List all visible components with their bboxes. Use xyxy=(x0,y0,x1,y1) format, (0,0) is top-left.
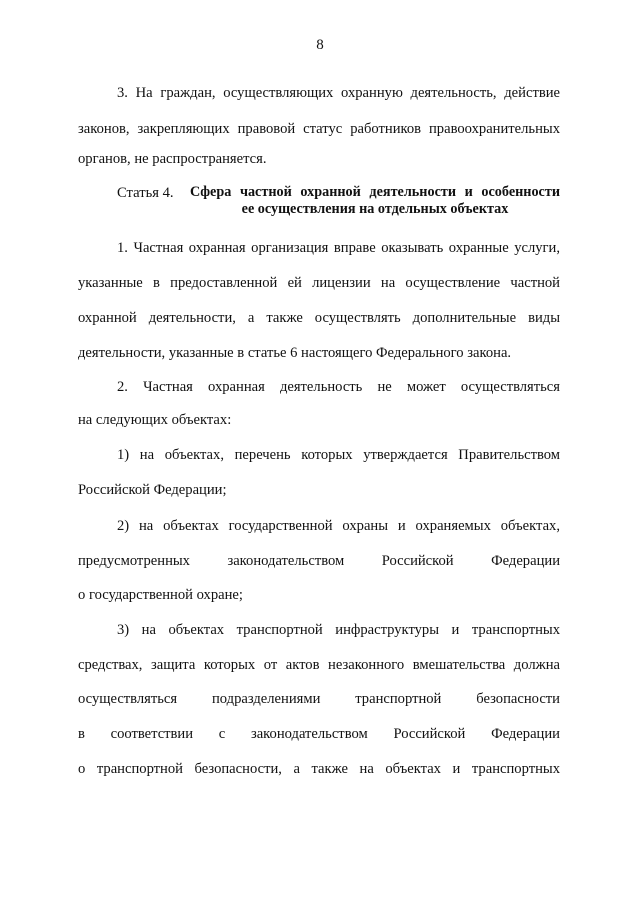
list-item-line: о транспортной безопасности, а также на объектах и транспортных xyxy=(78,761,560,777)
article-title: ее осуществления на отдельных объектах xyxy=(241,201,509,217)
list-item-line: о государственной охране; xyxy=(78,587,243,603)
list-item-line: предусмотренных законодательством Российской Федерации xyxy=(78,553,560,569)
paragraph-line: охранной деятельности, а также осуществлять дополнительные виды xyxy=(78,310,560,326)
paragraph-line: на следующих объектах: xyxy=(78,412,232,428)
article-number: Статья 4. xyxy=(117,185,174,201)
list-item-line: Российской Федерации; xyxy=(78,482,227,498)
list-item-line: 2) на объектах государственной охраны и охраняемых объектах, xyxy=(117,518,560,534)
list-item-line: осуществляться подразделениями транспортной безопасности xyxy=(78,691,560,707)
paragraph-line: законов, закрепляющих правовой статус работников правоохранительных xyxy=(78,121,560,137)
paragraph-line: деятельности, указанные в статье 6 настоящего Федерального закона. xyxy=(78,345,512,361)
article-title: Сфера частной охранной деятельности и особенности xyxy=(190,184,560,200)
list-item-line: средствах, защита которых от актов незаконного вмешательства должна xyxy=(78,657,560,673)
paragraph-line: 2. Частная охранная деятельность не может осуществляться xyxy=(117,379,560,395)
paragraph-line: органов, не распространяется. xyxy=(78,151,267,167)
list-item-line: 1) на объектах, перечень которых утверждается Правительством xyxy=(117,447,560,463)
page-number: 8 xyxy=(316,37,324,53)
paragraph-line: 3. На граждан, осуществляющих охранную деятельность, действие xyxy=(117,85,560,101)
paragraph-line: 1. Частная охранная организация вправе оказывать охранные услуги, xyxy=(117,240,560,256)
list-item-line: в соответствии с законодательством Российской Федерации xyxy=(78,726,560,742)
paragraph-line: указанные в предоставленной ей лицензии на осуществление частной xyxy=(78,275,560,291)
list-item-line: 3) на объектах транспортной инфраструктуры и транспортных xyxy=(117,622,560,638)
